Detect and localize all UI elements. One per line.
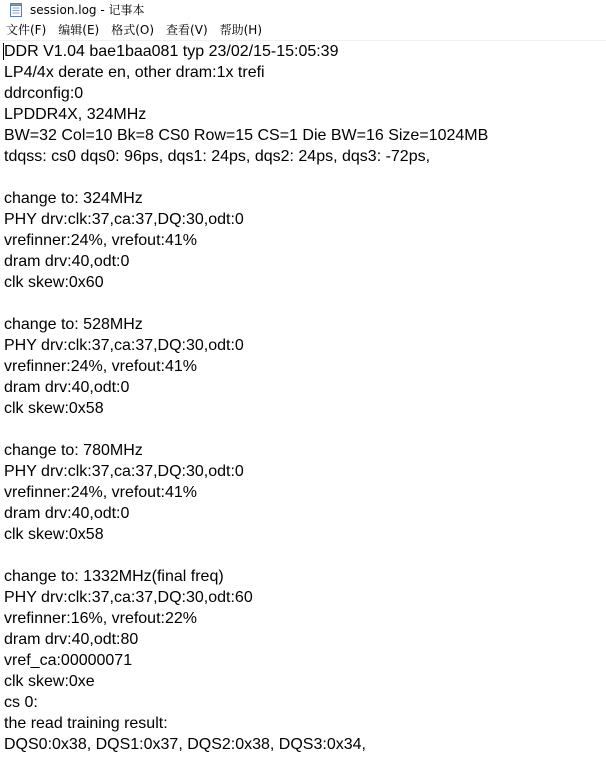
title-bar xyxy=(0,0,606,20)
text-line: vrefinner:16%, vrefout:22% xyxy=(4,610,197,627)
menu-bar xyxy=(0,20,606,40)
text-line: clk skew:0x60 xyxy=(4,274,104,291)
text-line: change to: 780MHz xyxy=(4,442,143,459)
text-line: cs 0: xyxy=(4,694,38,711)
text-line: clk skew:0xe xyxy=(4,673,95,690)
text-line: BW=32 Col=10 Bk=8 CS0 Row=15 CS=1 Die BW=16 Size=1024MB xyxy=(4,127,489,144)
menu-help[interactable]: 帮助(H) xyxy=(219,23,263,37)
text-line: the read training result: xyxy=(4,715,168,732)
text-line: vrefinner:24%, vrefout:41% xyxy=(4,484,197,501)
text-line: clk skew:0x58 xyxy=(4,526,104,543)
window-title: session.log - 记事本 xyxy=(30,3,145,17)
text-line: LPDDR4X, 324MHz xyxy=(4,106,147,123)
notepad-icon xyxy=(10,2,22,16)
text-line: PHY drv:clk:37,ca:37,DQ:30,odt:60 xyxy=(4,589,253,606)
text-line xyxy=(4,167,600,188)
text-line: dram drv:40,odt:80 xyxy=(4,631,139,648)
text-line: dram drv:40,odt:0 xyxy=(4,253,130,270)
document-text[interactable] xyxy=(4,41,600,755)
text-line: DQS0:0x38, DQS1:0x37, DQS2:0x38, DQS3:0x34, xyxy=(4,736,366,753)
menu-format[interactable]: 格式(O) xyxy=(111,23,155,37)
text-line: change to: 528MHz xyxy=(4,316,143,333)
text-editor[interactable] xyxy=(0,40,606,758)
text-line: PHY drv:clk:37,ca:37,DQ:30,odt:0 xyxy=(4,463,244,480)
text-line xyxy=(4,545,600,566)
text-line: PHY drv:clk:37,ca:37,DQ:30,odt:0 xyxy=(4,337,244,354)
text-line: dram drv:40,odt:0 xyxy=(4,379,130,396)
text-line: tdqss: cs0 dqs0: 96ps, dqs1: 24ps, dqs2: 24ps, dqs3: -72ps, xyxy=(4,148,431,165)
text-line xyxy=(4,293,600,314)
text-line: LP4/4x derate en, other dram:1x trefi xyxy=(4,64,265,81)
text-line xyxy=(4,419,600,440)
menu-view[interactable]: 查看(V) xyxy=(166,23,208,37)
menu-file[interactable]: 文件(F) xyxy=(6,23,47,37)
text-line: ddrconfig:0 xyxy=(4,85,84,102)
text-line: DDR V1.04 bae1baa081 typ 23/02/15-15:05:39 xyxy=(4,43,339,60)
text-line: change to: 1332MHz(final freq) xyxy=(4,568,224,585)
text-line: dram drv:40,odt:0 xyxy=(4,505,130,522)
text-line: clk skew:0x58 xyxy=(4,400,104,417)
menu-edit[interactable]: 编辑(E) xyxy=(58,23,100,37)
text-line: vref_ca:00000071 xyxy=(4,652,133,669)
text-line: change to: 324MHz xyxy=(4,190,143,207)
text-line: vrefinner:24%, vrefout:41% xyxy=(4,232,197,249)
text-line: vrefinner:24%, vrefout:41% xyxy=(4,358,197,375)
text-line: PHY drv:clk:37,ca:37,DQ:30,odt:0 xyxy=(4,211,244,228)
